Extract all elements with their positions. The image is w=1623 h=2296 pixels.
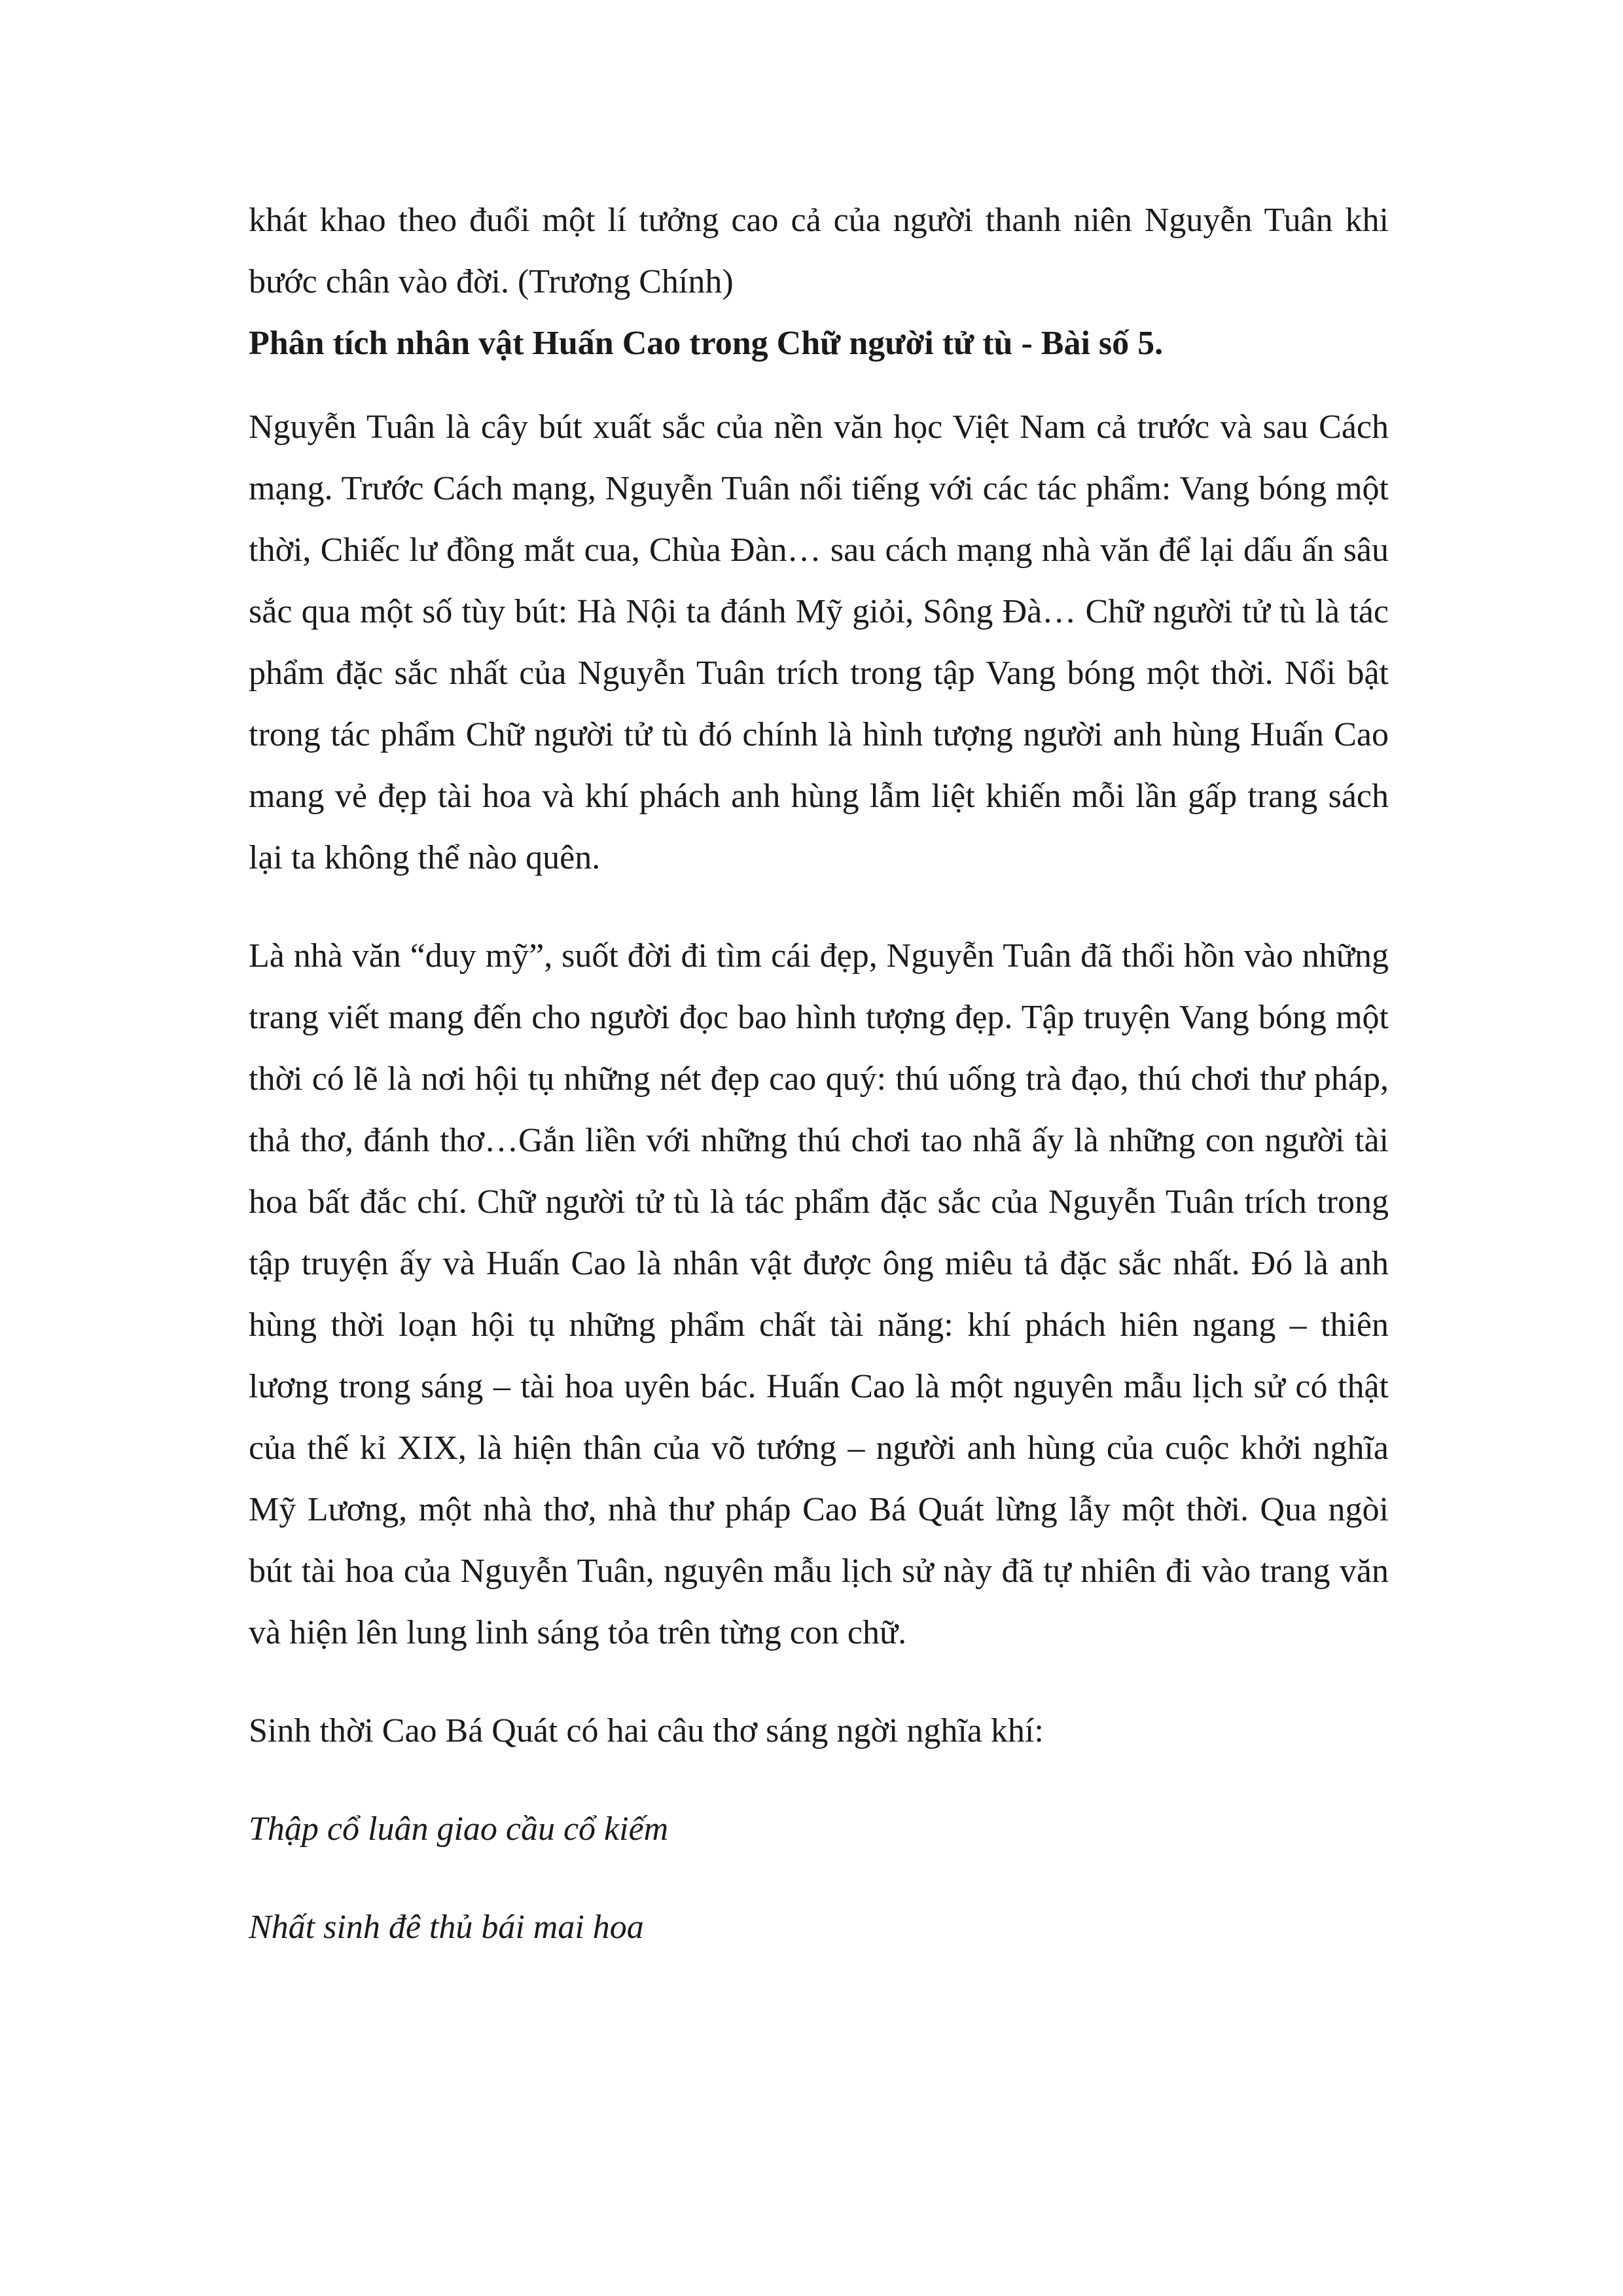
section-heading: Phân tích nhân vật Huấn Cao trong Chữ người tử tù - Bài số 5. [249, 325, 1164, 362]
paragraph-intro-author: Nguyễn Tuân là cây bút xuất sắc của nền văn học Việt Nam cả trước và sau Cách mạng. Trước Cách mạng, Nguyễn Tuân nổi tiếng với các tác phẩm: Vang bóng một thời, Chiếc lư đồng mắt cua, Chùa Đàn… sau cách mạng nhà văn để lại dấu ấn sâu sắc qua một số tùy bút: Hà Nội ta đánh Mỹ giỏi, Sông Đà… Chữ người tử tù là tác phẩm đặc sắc nhất của Nguyễn Tuân trích trong tập Vang bóng một thời. Nổi bật trong tác phẩm Chữ người tử tù đó chính là hình tượng người anh hùng Huấn Cao mang vẻ đẹp tài hoa và khí phách anh hùng lẫm liệt khiến mỗi lần gấp trang sách lại ta không thể nào quên. [249, 408, 1389, 876]
poem-line-1: Thập cổ luân giao cầu cổ kiếm [249, 1810, 669, 1848]
poem-line-2: Nhất sinh đê thủ bái mai hoa [249, 1909, 644, 1946]
intro-paragraph: khát khao theo đuổi một lí tưởng cao cả của người thanh niên Nguyễn Tuân khi bước chân vào đời. (Trương Chính) [249, 202, 1389, 300]
paragraph-aesthetic: Là nhà văn “duy mỹ”, suốt đời đi tìm cái đẹp, Nguyễn Tuân đã thổi hồn vào những trang viết mang đến cho người đọc bao hình tượng đẹp. Tập truyện Vang bóng một thời có lẽ là nơi hội tụ những nét đẹp cao quý: thú uống trà đạo, thú chơi thư pháp, thả thơ, đánh thơ…Gắn liền với những thú chơi tao nhã ấy là những con người tài hoa bất đắc chí. Chữ người tử tù là tác phẩm đặc sắc của Nguyễn Tuân trích trong tập truyện ấy và Huấn Cao là nhân vật được ông miêu tả đặc sắc nhất. Đó là anh hùng thời loạn hội tụ những phẩm chất tài năng: khí phách hiên ngang – thiên lương trong sáng – tài hoa uyên bác. Huấn Cao là một nguyên mẫu lịch sử có thật của thế kỉ XIX, là hiện thân của võ tướng – người anh hùng của cuộc khởi nghĩa Mỹ Lương, một nhà thơ, nhà thư pháp Cao Bá Quát lừng lẫy một thời. Qua ngòi bút tài hoa của Nguyễn Tuân, nguyên mẫu lịch sử này đã tự nhiên đi vào trang văn và hiện lên lung linh sáng tỏa trên từng con chữ. [249, 937, 1389, 1651]
paragraph-poem-intro: Sinh thời Cao Bá Quát có hai câu thơ sáng ngời nghĩa khí: [249, 1712, 1044, 1749]
document-page [249, 190, 1389, 1958]
